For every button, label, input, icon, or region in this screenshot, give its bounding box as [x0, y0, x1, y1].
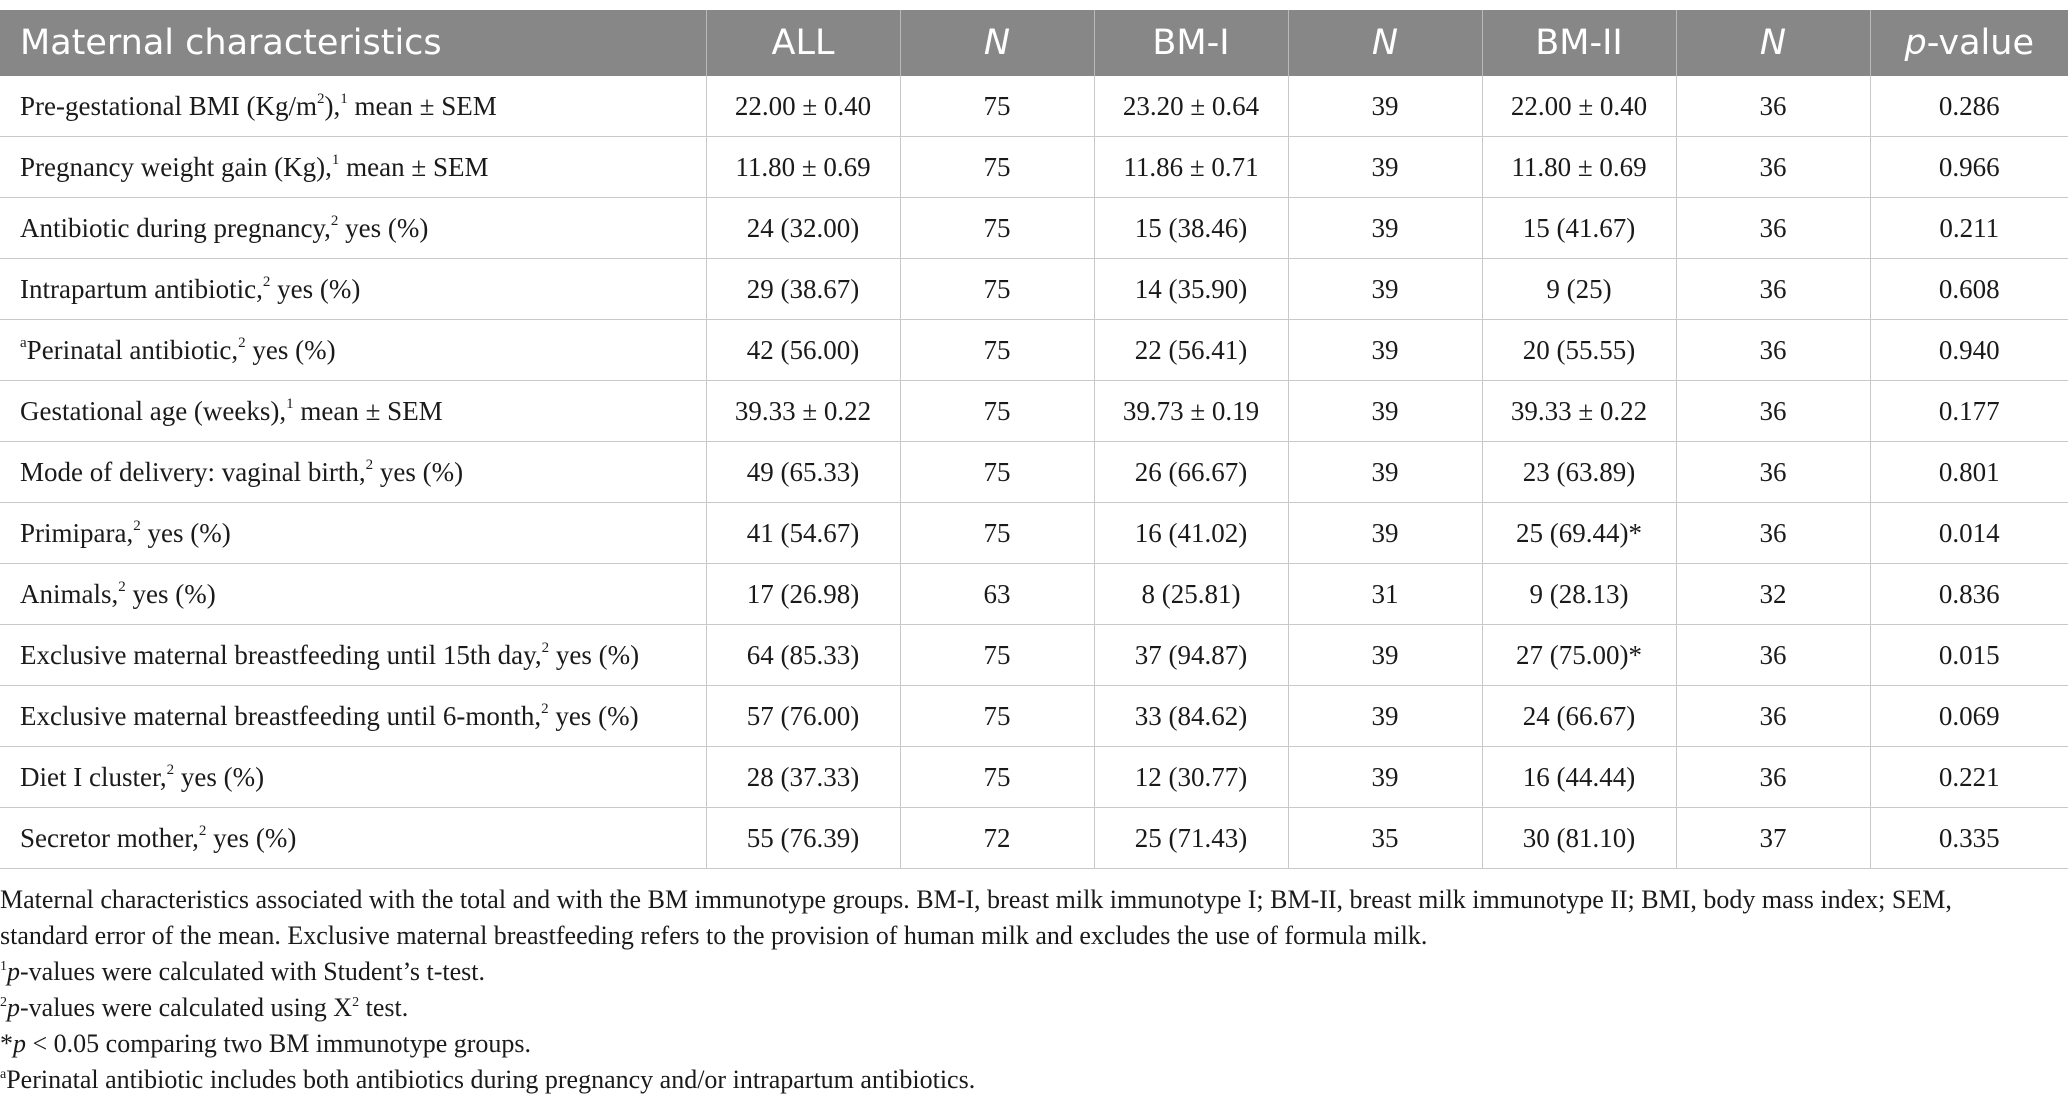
- table-row: [0, 686, 2068, 747]
- cell-p-value: 0.211: [1870, 198, 2068, 259]
- table-row: [0, 198, 2068, 259]
- cell-n: 75: [900, 442, 1094, 503]
- cell-bm1: 23.20 ± 0.64: [1094, 76, 1288, 137]
- cell-p-value: 0.221: [1870, 747, 2068, 808]
- table-row: [0, 503, 2068, 564]
- cell-bm1: 8 (25.81): [1094, 564, 1288, 625]
- cell-p-value: 0.014: [1870, 503, 2068, 564]
- cell-bm1: 25 (71.43): [1094, 808, 1288, 869]
- cell-bm1: 15 (38.46): [1094, 198, 1288, 259]
- cell-bm2: 24 (66.67): [1482, 686, 1676, 747]
- cell-bm2: 11.80 ± 0.69: [1482, 137, 1676, 198]
- header-all: ALL: [706, 10, 900, 76]
- row-label: Primipara,$^2$ yes (%): [0, 503, 706, 564]
- cell-n: 39: [1288, 625, 1482, 686]
- cell-all: 64 (85.33): [706, 625, 900, 686]
- table-row: [0, 747, 2068, 808]
- table-row: [0, 137, 2068, 198]
- cell-p-value: 0.286: [1870, 76, 2068, 137]
- cell-bm2: 20 (55.55): [1482, 320, 1676, 381]
- cell-n: 75: [900, 503, 1094, 564]
- cell-all: 11.80 ± 0.69: [706, 137, 900, 198]
- cell-all: 42 (56.00): [706, 320, 900, 381]
- cell-n: 39: [1288, 442, 1482, 503]
- header-p-value: p-value: [1870, 10, 2068, 76]
- cell-bm2: 27 (75.00)*: [1482, 625, 1676, 686]
- cell-n: 36: [1676, 137, 1870, 198]
- maternal-characteristics-table: [0, 10, 2068, 869]
- cell-n: 39: [1288, 137, 1482, 198]
- cell-p-value: 0.069: [1870, 686, 2068, 747]
- cell-n: 75: [900, 76, 1094, 137]
- cell-n: 36: [1676, 320, 1870, 381]
- cell-n: 36: [1676, 76, 1870, 137]
- row-label: Antibiotic during pregnancy,$^2$ yes (%): [0, 198, 706, 259]
- cell-bm2: 25 (69.44)*: [1482, 503, 1676, 564]
- cell-n: 75: [900, 137, 1094, 198]
- cell-n: 36: [1676, 686, 1870, 747]
- cell-bm1: 33 (84.62): [1094, 686, 1288, 747]
- header-n: N: [1288, 10, 1482, 76]
- cell-n: 39: [1288, 198, 1482, 259]
- cell-p-value: 0.940: [1870, 320, 2068, 381]
- cell-n: 36: [1676, 503, 1870, 564]
- cell-bm1: 12 (30.77): [1094, 747, 1288, 808]
- cell-n: 75: [900, 259, 1094, 320]
- cell-all: 39.33 ± 0.22: [706, 381, 900, 442]
- cell-p-value: 0.177: [1870, 381, 2068, 442]
- row-label: Exclusive maternal breastfeeding until 15th day,$^2$ yes (%): [0, 625, 706, 686]
- cell-all: 55 (76.39): [706, 808, 900, 869]
- row-label: Animals,$^2$ yes (%): [0, 564, 706, 625]
- cell-n: 75: [900, 625, 1094, 686]
- footnote-1: $^1$p-values were calculated with Student’s t-test.: [0, 957, 485, 986]
- row-label: Diet I cluster,$^2$ yes (%): [0, 747, 706, 808]
- cell-bm1: 39.73 ± 0.19: [1094, 381, 1288, 442]
- cell-n: 39: [1288, 76, 1482, 137]
- cell-n: 39: [1288, 503, 1482, 564]
- cell-n: 36: [1676, 747, 1870, 808]
- table-row: [0, 442, 2068, 503]
- cell-n: 75: [900, 320, 1094, 381]
- cell-all: 57 (76.00): [706, 686, 900, 747]
- cell-n: 36: [1676, 259, 1870, 320]
- row-label: Intrapartum antibiotic,$^2$ yes (%): [0, 259, 706, 320]
- row-label: $^a$Perinatal antibiotic,$^2$ yes (%): [0, 320, 706, 381]
- header-n: N: [1676, 10, 1870, 76]
- cell-p-value: 0.801: [1870, 442, 2068, 503]
- cell-n: 39: [1288, 747, 1482, 808]
- table-container: [0, 10, 2068, 869]
- cell-n: 39: [1288, 320, 1482, 381]
- cell-p-value: 0.836: [1870, 564, 2068, 625]
- table-row: [0, 564, 2068, 625]
- cell-n: 75: [900, 198, 1094, 259]
- cell-bm2: 30 (81.10): [1482, 808, 1676, 869]
- cell-n: 75: [900, 381, 1094, 442]
- row-label: Exclusive maternal breastfeeding until 6-month,$^2$ yes (%): [0, 686, 706, 747]
- cell-n: 75: [900, 686, 1094, 747]
- cell-n: 63: [900, 564, 1094, 625]
- header-row: [0, 10, 2068, 76]
- cell-n: 36: [1676, 198, 1870, 259]
- cell-bm2: 22.00 ± 0.40: [1482, 76, 1676, 137]
- header-bm2: BM-II: [1482, 10, 1676, 76]
- cell-n: 35: [1288, 808, 1482, 869]
- cell-n: 37: [1676, 808, 1870, 869]
- table-row: [0, 625, 2068, 686]
- header-characteristics: Maternal characteristics: [0, 10, 706, 76]
- cell-bm1: 26 (66.67): [1094, 442, 1288, 503]
- cell-bm2: 15 (41.67): [1482, 198, 1676, 259]
- table-row: [0, 259, 2068, 320]
- cell-all: 41 (54.67): [706, 503, 900, 564]
- cell-all: 24 (32.00): [706, 198, 900, 259]
- cell-bm2: 16 (44.44): [1482, 747, 1676, 808]
- cell-n: 39: [1288, 381, 1482, 442]
- cell-n: 72: [900, 808, 1094, 869]
- cell-n: 39: [1288, 259, 1482, 320]
- table-row: [0, 320, 2068, 381]
- cell-all: 17 (26.98): [706, 564, 900, 625]
- cell-n: 32: [1676, 564, 1870, 625]
- footnote-significance: *p < 0.05 comparing two BM immunotype groups.: [0, 1029, 532, 1058]
- cell-bm1: 14 (35.90): [1094, 259, 1288, 320]
- row-label: Pregnancy weight gain (Kg),$^1$ mean ± SEM: [0, 137, 706, 198]
- header-bm1: BM-I: [1094, 10, 1288, 76]
- cell-all: 22.00 ± 0.40: [706, 76, 900, 137]
- cell-bm2: 39.33 ± 0.22: [1482, 381, 1676, 442]
- cell-all: 28 (37.33): [706, 747, 900, 808]
- cell-n: 31: [1288, 564, 1482, 625]
- footnote-caption: Maternal characteristics associated with the total and with the BM immunotype groups. BM-I, breast milk immunotype I; BM-II, breast milk immunotype II; BMI, body mass index; SEM, standard error of the mean. Exclusive maternal breastfeeding refers to the provision of human milk and excludes the use of formula milk.: [0, 885, 1952, 950]
- cell-n: 36: [1676, 381, 1870, 442]
- cell-bm1: 37 (94.87): [1094, 625, 1288, 686]
- cell-p-value: 0.966: [1870, 137, 2068, 198]
- row-label: Pre-gestational BMI $(Kg/m^2),^1$ mean ± SEM: [0, 76, 706, 137]
- cell-all: 29 (38.67): [706, 259, 900, 320]
- cell-p-value: 0.015: [1870, 625, 2068, 686]
- cell-n: 39: [1288, 686, 1482, 747]
- cell-bm2: 23 (63.89): [1482, 442, 1676, 503]
- cell-bm2: 9 (28.13): [1482, 564, 1676, 625]
- cell-bm1: 16 (41.02): [1094, 503, 1288, 564]
- cell-p-value: 0.608: [1870, 259, 2068, 320]
- row-label: Secretor mother,$^2$ yes (%): [0, 808, 706, 869]
- cell-all: 49 (65.33): [706, 442, 900, 503]
- table-row: [0, 76, 2068, 137]
- cell-n: 36: [1676, 442, 1870, 503]
- cell-n: 75: [900, 747, 1094, 808]
- table-footnotes: [0, 882, 2040, 1098]
- cell-bm2: 9 (25): [1482, 259, 1676, 320]
- footnote-2: $^2$p-values were calculated using $X^2$ test.: [0, 993, 409, 1022]
- header-n: N: [900, 10, 1094, 76]
- cell-n: 36: [1676, 625, 1870, 686]
- footnote-a: $^a$Perinatal antibiotic includes both antibiotics during pregnancy and/or intrapartum antibiotics.: [0, 1065, 976, 1094]
- cell-bm1: 22 (56.41): [1094, 320, 1288, 381]
- cell-p-value: 0.335: [1870, 808, 2068, 869]
- table-row: [0, 381, 2068, 442]
- row-label: Mode of delivery: vaginal birth,$^2$ yes (%): [0, 442, 706, 503]
- row-label: Gestational age (weeks),$^1$ mean ± SEM: [0, 381, 706, 442]
- table-row: [0, 808, 2068, 869]
- cell-bm1: 11.86 ± 0.71: [1094, 137, 1288, 198]
